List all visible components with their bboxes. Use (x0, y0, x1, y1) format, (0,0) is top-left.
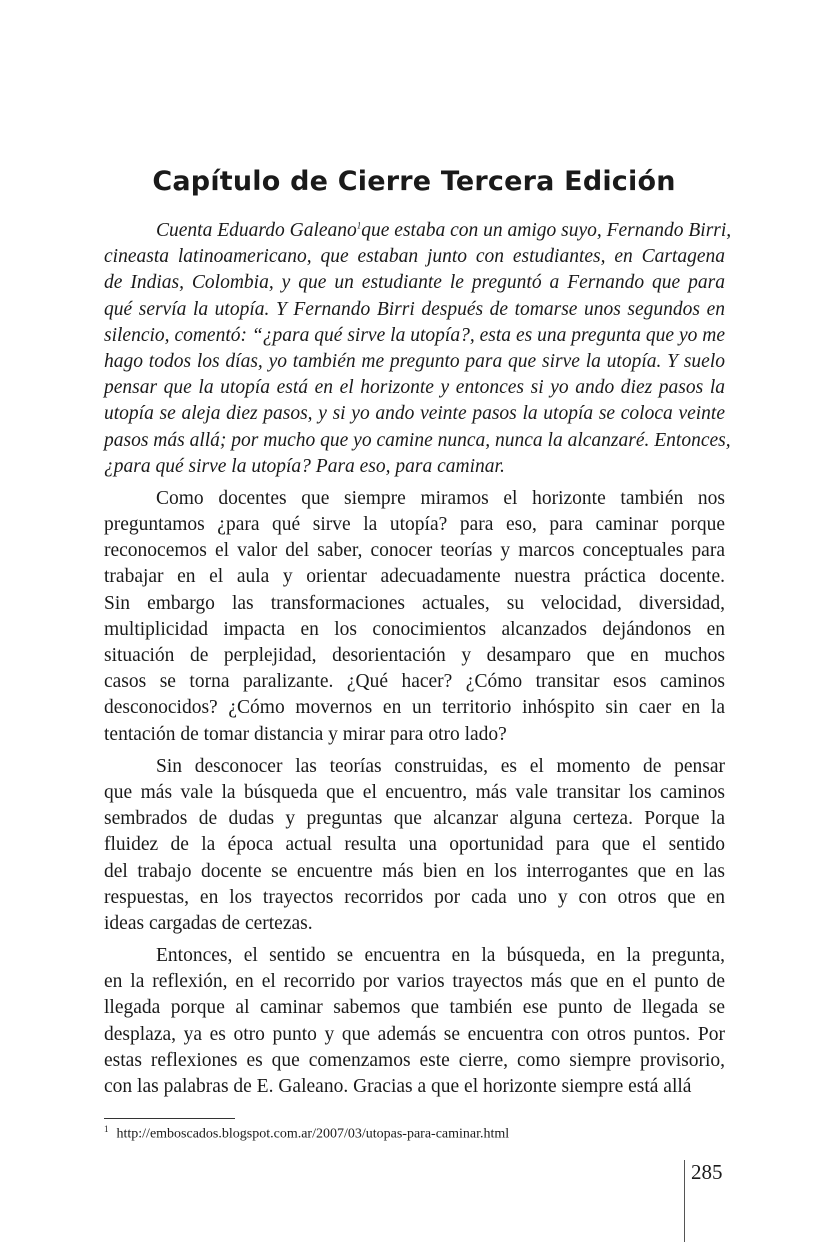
text-line: preguntamos ¿para qué sirve la utopía? para eso, para caminar porque (104, 514, 725, 536)
text-line: fluidez de la época actual resulta una oportunidad para que el sentido (104, 834, 725, 856)
text-line: de Indias, Colombia, y que un estudiante le preguntó a Fernando que para (104, 272, 725, 294)
body-paragraph (104, 486, 725, 748)
text-line: ideas cargadas de certezas. (104, 912, 313, 934)
quote-paragraph (104, 218, 732, 480)
text-line: tentación de tomar distancia y mirar para otro lado? (104, 723, 507, 745)
footnote-url[interactable]: http://emboscados.blogspot.com.ar/2007/03/utopas-para-caminar.html (116, 1126, 510, 1142)
text-line: ¿para qué sirve la utopía? Para eso, para caminar. (104, 455, 505, 477)
text-line: cineasta latinoamericano, que estaban junto con estudiantes, en Cartagena (104, 246, 725, 268)
footnote-reference[interactable]: 1 (356, 220, 362, 231)
text-line: Cuenta Eduardo Galeano$^1$que estaba con un amigo suyo, Fernando Birri, (156, 220, 732, 241)
chapter-body (104, 218, 732, 1106)
text-line: silencio, comentó: “¿para qué sirve la utopía?, esta es una pregunta que yo me (104, 324, 725, 346)
text-line: Como docentes que siempre miramos el horizonte también nos (156, 487, 725, 509)
text-line: situación de perplejidad, desorientación y desamparo que en muchos (104, 645, 725, 666)
text-line: que más vale la búsqueda que el encuentro, más vale transitar los caminos (104, 781, 725, 803)
footnote-divider (104, 1118, 235, 1119)
text-line: utopía se aleja diez pasos, y si yo ando veinte pasos la utopía se coloca veinte (104, 403, 725, 425)
page-number: 285 (691, 1160, 723, 1184)
footnote-number: 1 (104, 1124, 109, 1134)
text-line: pensar que la utopía está en el horizonte y entonces si yo ando diez pasos la (104, 377, 725, 399)
footnote (104, 1124, 509, 1143)
text-line: estas reflexiones es que comenzamos este cierre, como siempre provisorio, (104, 1049, 725, 1071)
page-number-rule (684, 1160, 685, 1242)
text-line: respuestas, en los trayectos recorridos por cada uno y con otros que en (104, 886, 725, 908)
text-line: llegada porque al caminar sabemos que también ese punto de llegada se (104, 997, 725, 1019)
text-line: desplaza, ya es otro punto y que además se encuentra con otros puntos. Por (104, 1023, 725, 1045)
text-line: trabajar en el aula y orientar adecuadamente nuestra práctica docente. (104, 566, 725, 588)
text-line: Sin desconocer las teorías construidas, es el momento de pensar (156, 755, 725, 777)
text-line: pasos más allá; por mucho que yo camine nunca, nunca la alcanzaré. Entonces, (104, 429, 731, 451)
text-line: Sin embargo las transformaciones actuales, su velocidad, diversidad, (104, 592, 725, 614)
text-line: casos se torna paralizante. ¿Qué hacer? ¿Cómo transitar esos caminos (104, 671, 725, 693)
body-paragraph (104, 754, 725, 937)
text-line: sembrados de dudas y preguntas que alcanzar alguna certeza. Porque la (104, 808, 725, 830)
text-line: multiplicidad impacta en los conocimientos alcanzados dejándonos en (104, 618, 725, 640)
chapter-title: Capítulo de Cierre Tercera Edición (152, 166, 676, 198)
text-line: Entonces, el sentido se encuentra en la búsqueda, en la pregunta, (156, 945, 725, 967)
text-line: reconocemos el valor del saber, conocer teorías y marcos conceptuales para (104, 540, 725, 562)
text-line: qué servía la utopía. Y Fernando Birri después de tomarse unos segundos en (104, 298, 725, 320)
text-line: hago todos los días, yo también me pregunto para que sirve la utopía. Y suelo (104, 350, 725, 372)
body-paragraph (104, 943, 725, 1100)
text-line: en la reflexión, en el recorrido por varios trayectos más que en el punto de (104, 971, 725, 993)
text-line: del trabajo docente se encuentre más bien en los interrogantes que en las (104, 860, 725, 882)
text-line: desconocidos? ¿Cómo movernos en un territorio inhóspito sin caer en la (104, 697, 725, 719)
text-line: con las palabras de E. Galeano. Gracias a que el horizonte siempre está allá (104, 1076, 692, 1097)
